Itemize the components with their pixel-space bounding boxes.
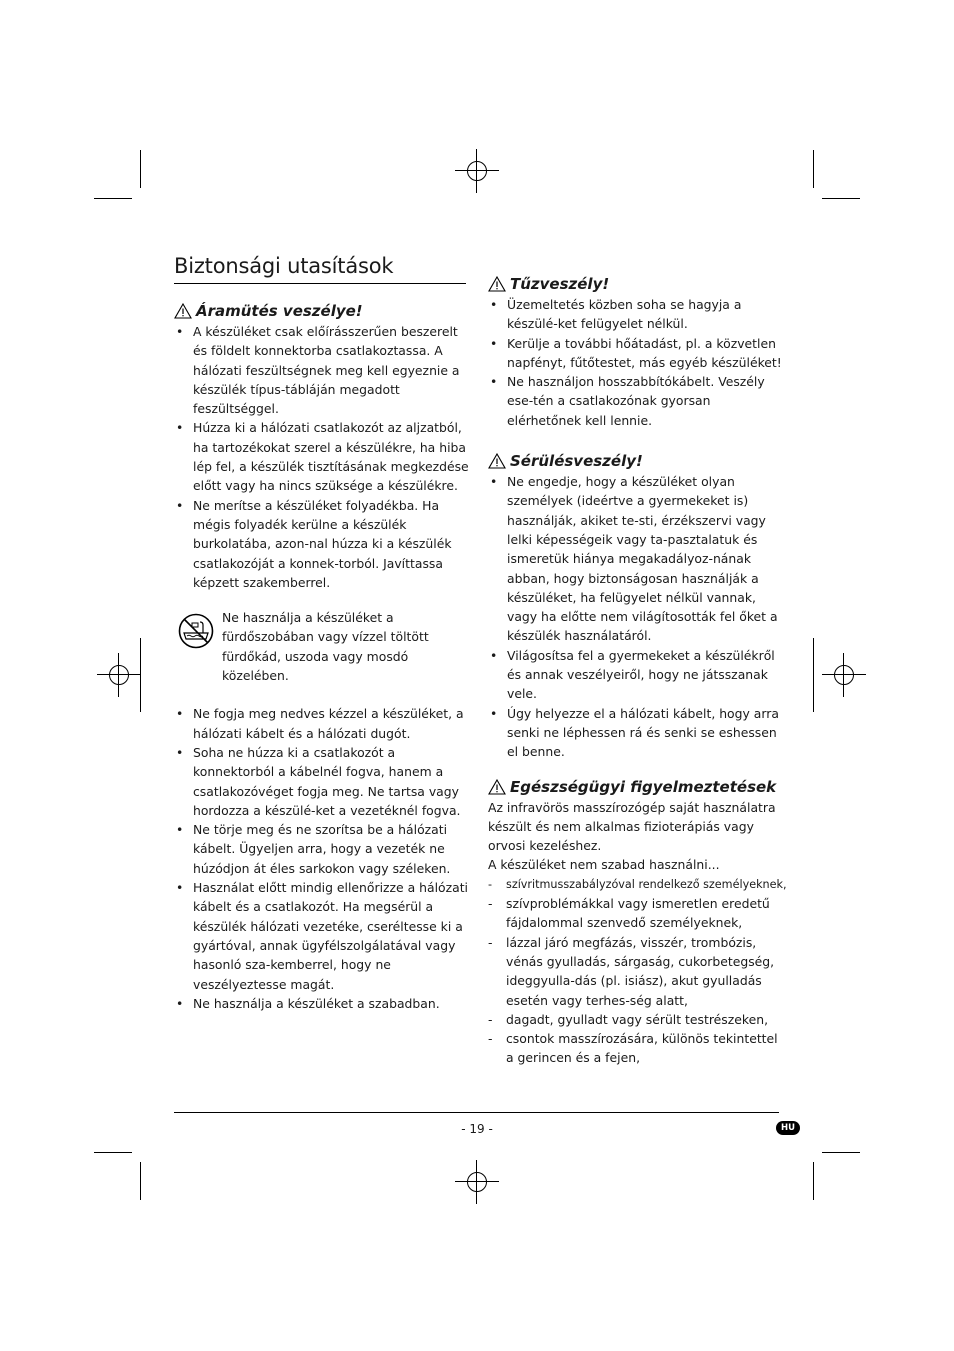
no-bathtub-icon: [178, 613, 214, 649]
crop-mark: [822, 1152, 860, 1153]
warning-triangle-icon: [174, 303, 192, 319]
dash-list: [488, 875, 788, 1068]
health-intro: Az infravörös masszírozógép saját használatra készült és nem alkalmas fizioterápiás vagy orvosi kezeléshez.: [488, 799, 776, 854]
crop-mark: [822, 198, 860, 199]
list-item: • Húzza ki a hálózati csatlakozót az aljzatból, ha tartozékokat szerel a készülékre, ha hiba lép fel, a készülék tisztításának megkezdése előtt vagy ha nincs szüksége a készülékre.: [174, 418, 474, 495]
warning-triangle-icon: [488, 453, 506, 469]
right-column: [488, 273, 788, 1068]
registration-mark: [822, 653, 866, 697]
registration-mark: [455, 1160, 499, 1204]
crop-mark: [94, 1152, 132, 1153]
page-number: - 19 -: [461, 1122, 493, 1136]
crop-mark: [94, 198, 132, 199]
list-item: • Világosítsa fel a gyermekeket a készülékről és annak veszélyeiről, hogy ne játsszanak vele.: [488, 646, 788, 704]
list-item: - szívritmusszabályzóval rendelkező személyeknek,: [488, 875, 788, 894]
left-column: [174, 300, 474, 1013]
list-item: - szívproblémákkal vagy ismeretlen eredetű fájdalommal szenvedő személyeknek,: [488, 894, 788, 933]
bullet-list: [488, 472, 788, 761]
section-heading-fire: [488, 273, 788, 295]
crop-mark: [813, 150, 814, 188]
list-item: - lázzal járó megfázás, visszér, trombózis, vénás gyulladás, sárgaság, cukorbetegség, ideggyulla-dás (pl. isiász), akut gyulladás esetén vagy terhes-ség alatt,: [488, 933, 788, 1010]
section-heading-electric-shock: [174, 300, 474, 322]
list-item: • Ne használja a készüléket a szabadban.: [174, 994, 474, 1013]
list-item: • Ne fogja meg nedves kézzel a készüléket, a hálózati kábelt és a hálózati dugót.: [174, 704, 474, 743]
list-item: • Ne törje meg és ne szorítsa be a hálózati kábelt. Ügyeljen arra, hogy a vezeték ne húzódjon át éles sarkokon vagy széleken.: [174, 820, 474, 878]
bullet-list: [174, 704, 474, 1013]
warning-box-text: Ne használja a készüléket a fürdőszobában vagy vízzel töltött fürdőkád, uszoda vagy mosdó közelében.: [222, 610, 429, 684]
warning-triangle-icon: [488, 276, 506, 292]
section-heading-text: Sérülésveszély!: [510, 452, 643, 471]
list-item: • Úgy helyezze el a hálózati kábelt, hogy arra senki ne léphessen rá és senki se eshessen el benne.: [488, 704, 788, 762]
section-heading-text: Egészségügyi figyelmeztetések: [510, 777, 777, 796]
section-heading-health: [488, 776, 788, 798]
list-item: - dagadt, gyulladt vagy sérült testrészeken,: [488, 1010, 788, 1029]
crop-mark: [813, 1162, 814, 1200]
list-item: - csontok masszírozására, különös tekintettel a gerincen és a fejen,: [488, 1029, 788, 1068]
list-item: • Ne engedje, hogy a készüléket olyan személyek (ideértve a gyermekeket is) használják, akiket te-sti, érzékszervi vagy lelki képességeik vagy ta-pasztalatuk és ismeretük hiánya megakadályoz-nának abban, hogy biztonságosan használják a készüléket, ha felügyelet nélkül vannak, vagy ha előtte nem világítosották fel őket a készülék használatáról.: [488, 472, 788, 646]
bullet-list: [174, 322, 474, 592]
bullet-list: [488, 295, 788, 430]
list-item: • Soha ne húzza ki a csatlakozót a konnektorból a kábelnél fogva, hanem a csatlakozóvéget fogja meg. Ne tartsa vagy hordozza a készülé-ket a vezetéknél fogva.: [174, 743, 474, 820]
section-heading-injury: [488, 450, 788, 472]
list-item: • Kerülje a további hőátadást, pl. a közvetlen napfényt, fűtőtestet, más egyéb készüléket!: [488, 334, 788, 373]
crop-mark: [140, 1162, 141, 1200]
registration-mark: [97, 653, 141, 697]
section-heading-text: Tűzveszély!: [510, 275, 610, 293]
crop-mark: [813, 638, 814, 712]
page-title: Biztonsági utasítások: [174, 254, 394, 278]
footer-rule: [174, 1112, 779, 1113]
list-item: • Használat előtt mindig ellenőrizze a hálózati kábelt és a csatlakozót. Ha megsérül a készülék hálózati vezetéke, cseréltesse ki a gyártóval, annak ügyfélszolgálatával vagy hasonló sza-kemberrel, hogy ne veszélyeztesse magát.: [174, 878, 474, 994]
title-rule: [174, 283, 466, 284]
list-item: • Ne merítse a készüléket folyadékba. Ha mégis folyadék kerülne a készülék burkolatába, azon-nal húzza ki a készülék csatlakozóját a konnek-torból. Javíttassa képzett szakemberrel.: [174, 496, 474, 592]
list-item: • A készüléket csak előírásszerűen beszerelt és földelt konnektorba csatlakoztassa. A hálózati feszültségnek meg kell egyeznie a készülék típus-tábláján megadott feszültséggel.: [174, 322, 474, 418]
language-badge: HU: [776, 1121, 800, 1135]
health-lead: A készüléket nem szabad használni...: [488, 857, 720, 873]
bathroom-warning-box: [174, 608, 474, 685]
section-heading-text: Áramütés veszélye!: [196, 302, 363, 320]
crop-mark: [140, 150, 141, 188]
warning-triangle-icon: [488, 779, 506, 795]
registration-mark: [455, 149, 499, 193]
list-item: • Ne használjon hosszabbítókábelt. Veszély ese-tén a csatlakozónak gyorsan elérhetőnek kell lennie.: [488, 372, 788, 430]
list-item: • Üzemeltetés közben soha se hagyja a készülé-ket felügyelet nélkül.: [488, 295, 788, 334]
